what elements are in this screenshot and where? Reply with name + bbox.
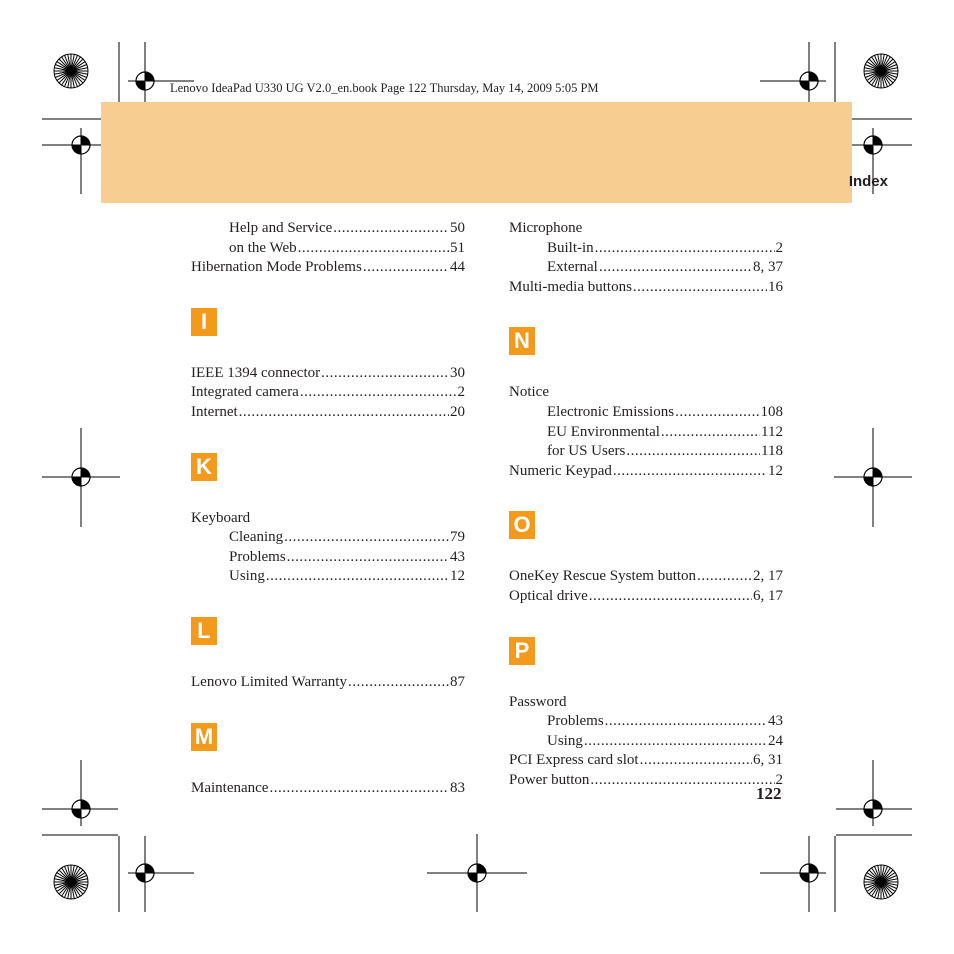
index-section <box>509 619 783 791</box>
section-spacer <box>191 278 465 290</box>
index-entry-text: Password <box>509 693 567 710</box>
section-spacer <box>191 587 465 599</box>
page-title: Index <box>848 173 888 190</box>
index-entry-text: Problems <box>547 713 604 730</box>
index-entry-text: Using <box>547 732 583 749</box>
index-subentry <box>509 239 783 259</box>
header-band <box>101 102 852 203</box>
index-entry <box>509 219 783 239</box>
index-letter-heading <box>509 619 783 693</box>
index-letter-heading <box>191 705 465 779</box>
index-entry-text: Internet <box>191 403 238 420</box>
dot-leader <box>284 528 449 548</box>
index-page-ref: 2 <box>775 239 783 256</box>
index-letter-heading <box>509 309 783 383</box>
index-page-ref: 112 <box>761 423 783 440</box>
dot-leader <box>626 442 760 462</box>
index-page-ref: 108 <box>760 403 783 420</box>
index-subentry <box>191 548 465 568</box>
index-page-ref: 118 <box>761 443 783 460</box>
index-entry <box>509 693 783 713</box>
index-entry <box>509 278 783 298</box>
index-entry-text: IEEE 1394 connector <box>191 364 321 381</box>
index-column-left <box>191 219 465 798</box>
dot-leader <box>675 403 759 423</box>
index-entry-text: Optical drive <box>509 587 588 604</box>
index-entry-text: Lenovo Limited Warranty <box>191 673 347 690</box>
index-entry-text: Integrated camera <box>191 384 299 401</box>
section-spacer <box>191 423 465 435</box>
dot-leader <box>661 423 760 443</box>
dot-leader <box>584 732 767 752</box>
index-entry-text: Power button <box>509 771 590 788</box>
index-entry-text: Keyboard <box>191 509 251 526</box>
index-entry-text: Microphone <box>509 220 583 236</box>
index-entry-text: Electronic Emissions <box>547 403 675 420</box>
print-slug: Lenovo IdeaPad U330 UG V2.0_en.book Page 122 Thursday, May 14, 2009 5:05 PM <box>170 81 599 95</box>
dot-leader <box>287 548 449 568</box>
index-column-right <box>509 219 783 791</box>
dot-leader <box>333 219 449 239</box>
index-entry <box>191 383 465 403</box>
dot-leader <box>697 567 752 587</box>
index-letter-box: I <box>191 308 217 336</box>
index-page-ref: 12 <box>450 568 465 585</box>
dot-leader <box>269 779 449 799</box>
dot-leader <box>348 673 449 693</box>
index-page-ref: 87 <box>450 673 465 690</box>
index-page-ref: 44 <box>450 259 465 276</box>
index-section <box>509 493 783 618</box>
index-subentry <box>509 403 783 423</box>
index-entry <box>509 383 783 403</box>
index-entry-text: Built-in <box>547 239 594 256</box>
dot-leader <box>633 278 767 298</box>
index-page-ref: 6, 17 <box>753 587 783 604</box>
index-page-ref: 83 <box>450 779 465 796</box>
section-spacer <box>191 693 465 705</box>
index-letter-heading <box>191 599 465 673</box>
index-page-ref: 79 <box>450 529 465 546</box>
section-spacer <box>509 481 783 493</box>
index-page-ref: 30 <box>450 364 465 381</box>
index-entry-text: OneKey Rescue System button <box>509 568 697 585</box>
index-entry-text: Notice <box>509 384 549 401</box>
index-subentry <box>191 219 465 239</box>
index-entry-text: for US Users <box>547 443 626 460</box>
index-subentry <box>509 258 783 278</box>
index-entry <box>191 258 465 278</box>
dot-leader <box>590 771 774 791</box>
index-page-ref: 6, 31 <box>753 752 783 769</box>
index-section <box>191 599 465 705</box>
index-letter-box: N <box>509 327 535 355</box>
index-entry-text: on the Web <box>229 239 297 256</box>
dot-leader <box>613 462 767 482</box>
index-entry <box>191 779 465 799</box>
index-letter-box: M <box>191 723 217 751</box>
index-entry-text: Numeric Keypad <box>509 462 612 479</box>
index-entry <box>191 403 465 423</box>
index-entry <box>509 587 783 607</box>
index-page-ref: 43 <box>450 548 465 565</box>
index-page-ref: 2 <box>775 771 783 788</box>
dot-leader <box>266 567 449 587</box>
index-letter-heading <box>191 435 465 509</box>
index-letter-box: L <box>191 617 217 645</box>
index-section <box>191 290 465 435</box>
dot-leader <box>605 712 767 732</box>
section-spacer <box>509 607 783 619</box>
index-entry-text: Multi-media buttons <box>509 278 632 295</box>
index-entry <box>509 567 783 587</box>
index-page-ref: 20 <box>450 403 465 420</box>
index-subentry <box>509 732 783 752</box>
index-entry <box>509 751 783 771</box>
page-number: 122 <box>756 784 782 803</box>
index-page-ref: 2 <box>457 384 465 401</box>
index-letter-box: O <box>509 511 535 539</box>
index-entry <box>509 771 783 791</box>
index-subentry <box>509 712 783 732</box>
index-subentry <box>191 239 465 259</box>
index-subentry <box>509 423 783 443</box>
index-entry-text: PCI Express card slot <box>509 752 639 769</box>
index-section <box>191 435 465 599</box>
section-spacer <box>509 297 783 309</box>
dot-leader <box>595 239 775 259</box>
index-entry-text: Problems <box>229 548 286 565</box>
index-letter-box: K <box>191 453 217 481</box>
dot-leader <box>298 239 449 259</box>
index-subentry <box>509 442 783 462</box>
index-letter-heading <box>509 493 783 567</box>
index-page-ref: 2, 17 <box>753 568 783 585</box>
index-page-ref: 12 <box>768 462 783 479</box>
index-subentry <box>191 567 465 587</box>
index-entry <box>191 509 465 529</box>
index-entry-text: EU Environmental <box>547 423 660 440</box>
index-entry <box>191 673 465 693</box>
index-entry <box>509 462 783 482</box>
dot-leader <box>321 364 449 384</box>
index-section <box>509 219 783 309</box>
index-entry-text: Using <box>229 568 265 585</box>
index-entry-text: Hibernation Mode Problems <box>191 259 362 276</box>
dot-leader <box>589 587 752 607</box>
index-section <box>191 219 465 290</box>
dot-leader <box>363 258 449 278</box>
index-entry-text: External <box>547 259 598 276</box>
index-entry-text: Help and Service <box>229 220 333 236</box>
index-page-ref: 50 <box>450 220 465 236</box>
index-entry <box>191 364 465 384</box>
index-entry-text: Cleaning <box>229 529 284 546</box>
index-letter-box: P <box>509 637 535 665</box>
dot-leader <box>599 258 752 278</box>
dot-leader <box>640 751 752 771</box>
index-page-ref: 43 <box>768 713 783 730</box>
dot-leader <box>300 383 457 403</box>
index-section <box>509 309 783 493</box>
index-page-ref: 16 <box>768 278 783 295</box>
index-page-ref: 51 <box>450 239 465 256</box>
dot-leader <box>239 403 449 423</box>
index-section <box>191 705 465 799</box>
index-page-ref: 8, 37 <box>753 259 783 276</box>
index-subentry <box>191 528 465 548</box>
index-page-ref: 24 <box>768 732 783 749</box>
index-letter-heading <box>191 290 465 364</box>
index-entry-text: Maintenance <box>191 779 269 796</box>
